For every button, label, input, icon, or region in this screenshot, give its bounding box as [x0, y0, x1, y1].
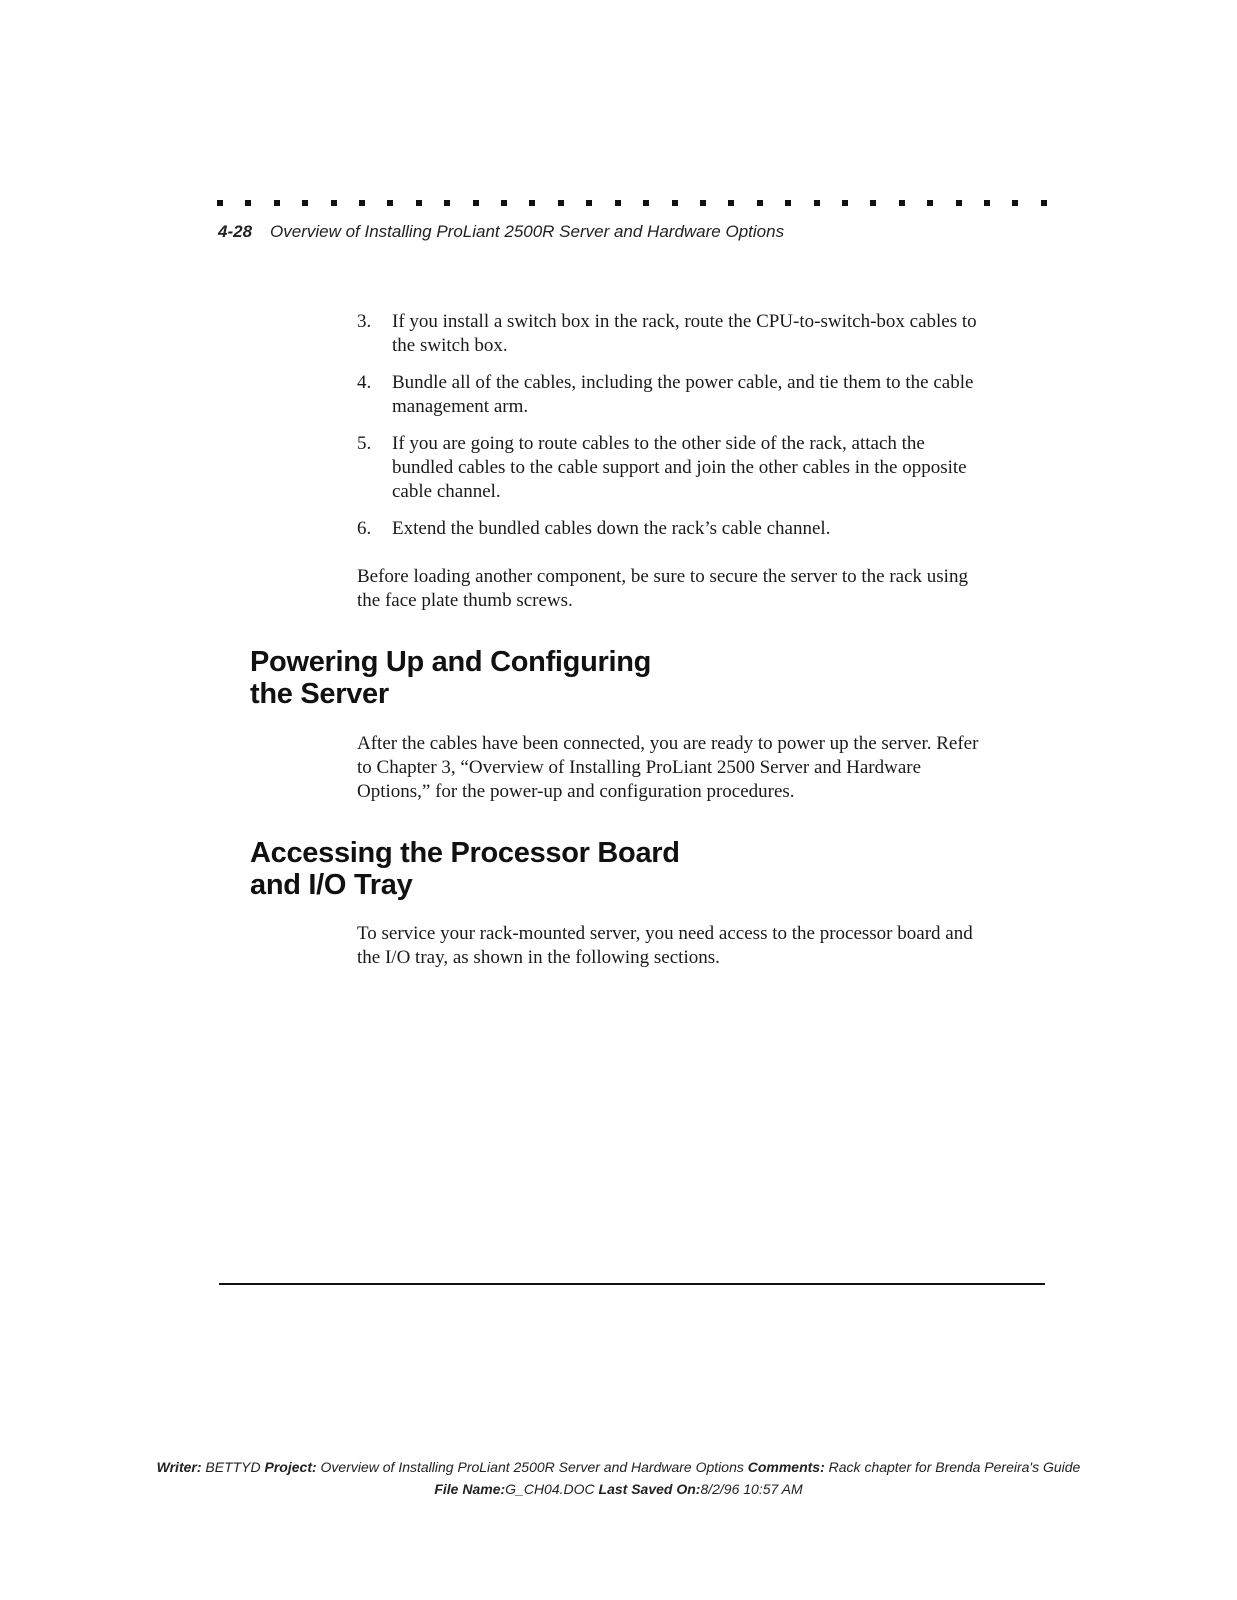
footer-project: Overview of Installing ProLiant 2500R Server and Hardware Options [320, 1459, 744, 1475]
list-item-text: Bundle all of the cables, including the power cable, and tie them to the cable management arm. [392, 372, 974, 417]
footer-writer: BETTYD [205, 1459, 261, 1475]
bottom-rule [219, 1283, 1045, 1285]
running-head [218, 222, 784, 242]
list-item [357, 432, 977, 504]
heading-line: and I/O Tray [250, 869, 413, 901]
footer-filename-label: File Name: [434, 1481, 506, 1497]
running-head-title: Overview of Installing ProLiant 2500R Server and Hardware Options [270, 222, 785, 241]
list-item-number: 5. [357, 433, 372, 454]
section-heading-accessing [250, 837, 680, 901]
footer-line-1 [0, 1459, 1237, 1475]
accessing-paragraph: To service your rack-mounted server, you need access to the processor board and the I/O tray, as shown in the following sections. [357, 923, 973, 968]
page-number: 4-28 [218, 222, 253, 241]
footer-project-label: Project: [264, 1459, 317, 1475]
list-item-text: Extend the bundled cables down the rack’s cable channel. [392, 518, 831, 539]
footer-saved: 8/2/96 10:57 AM [700, 1481, 803, 1497]
section-heading-powering [250, 646, 651, 710]
heading-line: Powering Up and Configuring [250, 646, 652, 678]
list-item-text: If you install a switch box in the rack, route the CPU-to-switch-box cables to the switch box. [392, 311, 977, 356]
footer-filename: G_CH04.DOC [505, 1481, 595, 1497]
intro-paragraph: Before loading another component, be sure to secure the server to the rack using the face plate thumb screws. [357, 566, 968, 611]
list-item-text: If you are going to route cables to the other side of the rack, attach the bundled cables to the cable support and join the other cables in the opposite cable channel. [392, 433, 967, 502]
heading-line: Accessing the Processor Board [250, 837, 680, 869]
list-item-number: 4. [357, 372, 372, 393]
footer-comments: Rack chapter for Brenda Pereira's Guide [828, 1459, 1081, 1475]
footer-comments-label: Comments: [747, 1459, 825, 1475]
list-item-number: 3. [357, 311, 372, 332]
list-item [357, 371, 977, 419]
powering-paragraph: After the cables have been connected, you are ready to power up the server. Refer to Chapter 3, “Overview of Installing ProLiant 2500 Server and Hardware Options,” for the power-up and configuration procedures. [357, 733, 979, 802]
list-item [357, 517, 977, 541]
list-item [357, 310, 977, 358]
footer-saved-label: Last Saved On: [598, 1481, 701, 1497]
footer-line-2 [0, 1481, 1237, 1497]
heading-line: the Server [250, 678, 389, 710]
footer-writer-label: Writer: [156, 1459, 202, 1475]
list-item-number: 6. [357, 518, 372, 539]
header-dot-rule [217, 200, 1047, 208]
